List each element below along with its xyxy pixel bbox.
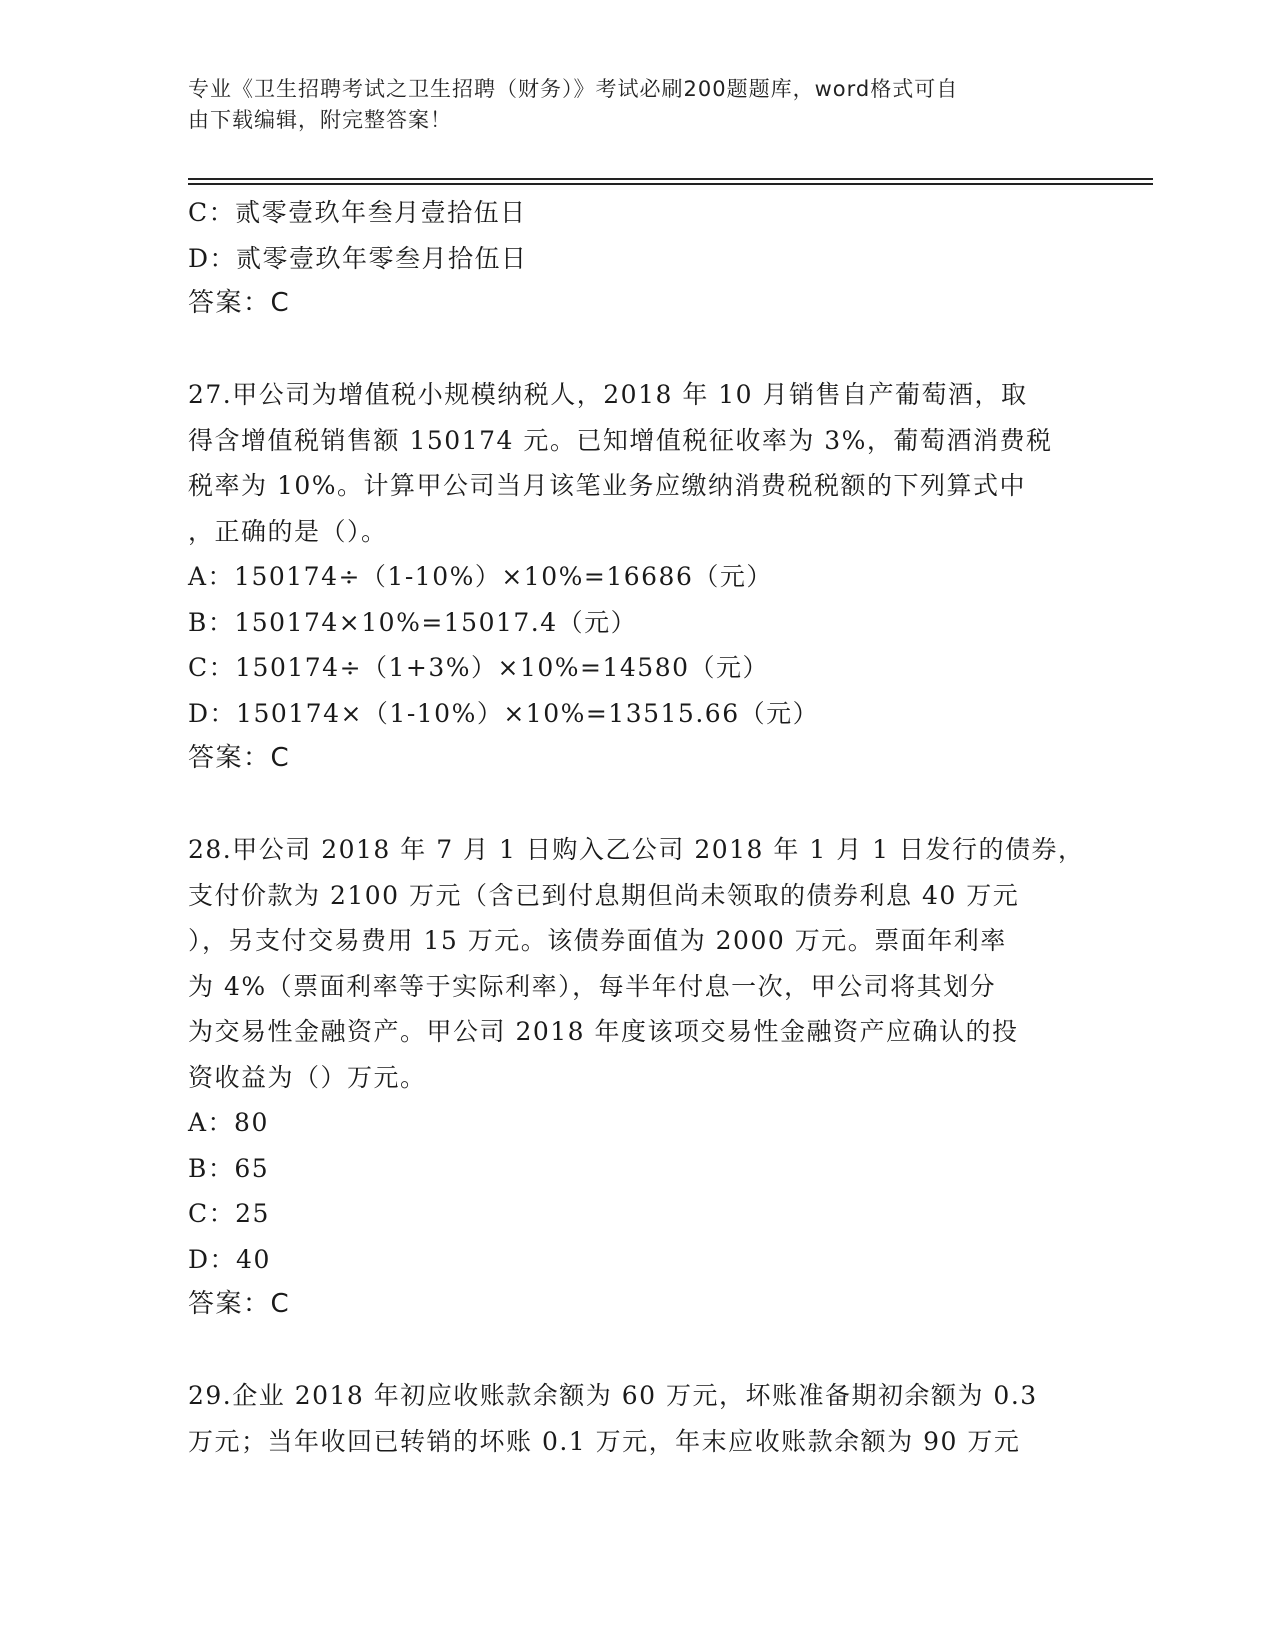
header-line-2: 由下载编辑，附完整答案！ bbox=[188, 108, 452, 132]
question-29 bbox=[188, 1373, 1088, 1464]
question-text-line: ），另支付交易费用 15 万元。该债券面值为 2000 万元。票面年利率 bbox=[188, 926, 1007, 955]
question-26-tail bbox=[188, 190, 1088, 327]
question-text-line: 得含增值税销售额 150174 元。已知增值税征收率为 3%，葡萄酒消费税 bbox=[188, 425, 1053, 455]
question-text-line: ，正确的是（）。 bbox=[188, 516, 388, 546]
option-b: B：65 bbox=[188, 1153, 270, 1183]
question-text-line: 支付价款为 2100 万元（含已到付息期但尚未领取的债券利息 40 万元 bbox=[188, 880, 1020, 910]
document-header bbox=[188, 74, 1088, 136]
answer-line: 答案：C bbox=[188, 288, 291, 318]
answer-line: 答案：C bbox=[188, 743, 291, 773]
option-d: D：150174×（1-10%）×10%=13515.66（元） bbox=[188, 698, 820, 728]
question-text-line: 为 4%（票面利率等于实际利率），每半年付息一次，甲公司将其划分 bbox=[188, 971, 997, 1001]
header-divider-top bbox=[188, 178, 1153, 180]
header-line-1: 专业《卫生招聘考试之卫生招聘（财务）》考试必刷200题题库，word格式可自 bbox=[188, 77, 959, 101]
spacer bbox=[188, 782, 1088, 828]
question-text-line: 28.甲公司 2018 年 7 月 1 日购入乙公司 2018 年 1 月 1 日发行的债券， bbox=[188, 835, 1085, 864]
question-text-line: 税率为 10%。计算甲公司当月该笔业务应缴纳消费税税额的下列算式中 bbox=[188, 471, 1027, 500]
question-27 bbox=[188, 372, 1088, 782]
answer-line: 答案：C bbox=[188, 1289, 291, 1319]
question-text-line: 万元；当年收回已转销的坏账 0.1 万元，年末应收账款余额为 90 万元 bbox=[188, 1426, 1021, 1456]
question-list bbox=[188, 190, 1088, 1464]
question-text-line: 为交易性金融资产。甲公司 2018 年度该项交易性金融资产应确认的投 bbox=[188, 1017, 1019, 1046]
option-b: B：150174×10%=15017.4（元） bbox=[188, 607, 638, 637]
question-text-line: 27.甲公司为增值税小规模纳税人，2018 年 10 月销售自产葡萄酒，取 bbox=[188, 380, 1028, 409]
question-text-line: 资收益为（）万元。 bbox=[188, 1062, 427, 1092]
option-c: C：25 bbox=[188, 1199, 270, 1228]
question-28 bbox=[188, 827, 1088, 1328]
option-a: A：80 bbox=[188, 1108, 269, 1137]
option-d: D：40 bbox=[188, 1244, 271, 1274]
option-c: C：150174÷（1+3%）×10%=14580（元） bbox=[188, 653, 770, 682]
question-text-line: 29.企业 2018 年初应收账款余额为 60 万元，坏账准备期初余额为 0.3 bbox=[188, 1381, 1038, 1410]
spacer bbox=[188, 1328, 1088, 1374]
header-divider-bottom bbox=[188, 183, 1153, 185]
option-d: D：贰零壹玖年零叁月拾伍日 bbox=[188, 243, 528, 273]
option-a: A：150174÷（1-10%）×10%=16686（元） bbox=[188, 562, 773, 591]
option-c: C：贰零壹玖年叁月壹拾伍日 bbox=[188, 198, 527, 227]
spacer bbox=[188, 327, 1088, 373]
